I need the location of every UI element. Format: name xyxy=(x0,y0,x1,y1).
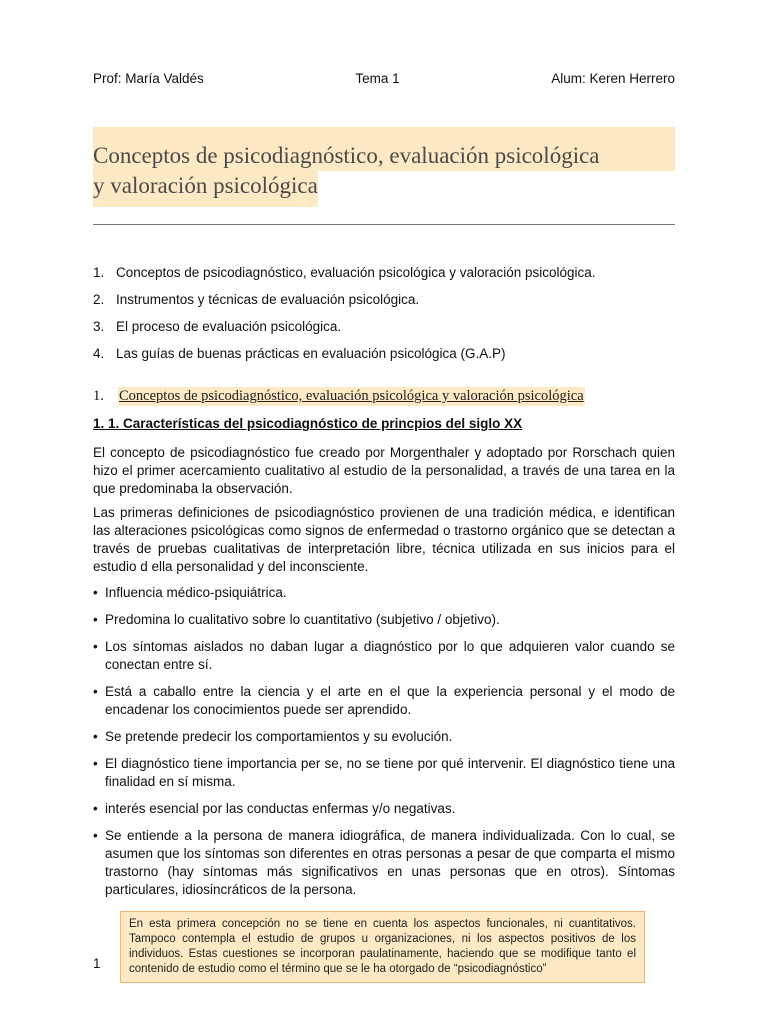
toc-item: 2. Instrumentos y técnicas de evaluación psicológica. xyxy=(93,292,420,307)
paragraph: El concepto de psicodiagnóstico fue creado por Morgenthaler y adoptado por Rorschach quien hizo el primer acercamiento cualitativo al estudio de la personalidad, a través de una tarea en la que predominaba la observación. xyxy=(93,445,675,496)
header-tema: Tema 1 xyxy=(355,71,400,86)
note-box: En esta primera concepción no se tiene en cuenta los aspectos funcionales, ni cuantitativos. Tampoco contempla el estudio de grupos u organizaciones, ni los aspectos positivos de los individuos. Estas cuestiones se incorporan paulatinamente, haciendo que se modifique tanto el contenido de estudio como el término que se le ha otorgado de “psicodiagnóstico” xyxy=(120,911,645,983)
list-item: • El diagnóstico tiene importancia per se, no se tiene por qué intervenir. El diagnóstico tiene una finalidad en sí misma. xyxy=(93,756,675,789)
page-number: 1 xyxy=(93,956,101,971)
document-title xyxy=(93,127,675,207)
list-item: • Se pretende predecir los comportamientos y su evolución. xyxy=(93,729,453,744)
table-of-contents xyxy=(93,259,675,367)
paragraph: Las primeras definiciones de psicodiagnóstico provienen de una tradición médica, e identifican las alteraciones psicológicas como signos de enfermedad o trastorno orgánico que se detectan a través de pruebas cualitativas de interpretación libre, técnica utilizada en sus inicios para el estudio d ella personalidad y del inconsciente. xyxy=(93,505,675,574)
bullet-icon: • xyxy=(93,684,98,699)
bullet-list xyxy=(93,584,675,908)
list-item: • Los síntomas aislados no daban lugar a diagnóstico por lo que adquieren valor cuando se conectan entre sí. xyxy=(93,639,675,672)
toc-item: 4. Las guías de buenas prácticas en evaluación psicológica (G.A.P) xyxy=(93,346,506,361)
list-item: • Está a caballo entre la ciencia y el arte en el que la experiencia personal y el modo de encadenar los conocimientos puede ser aprendido. xyxy=(93,684,675,717)
list-item: • Influencia médico-psiquiátrica. xyxy=(93,585,287,600)
bullet-icon: • xyxy=(93,585,98,600)
section-title: Conceptos de psicodiagnóstico, evaluación psicológica y valoración psicológica xyxy=(119,388,584,404)
toc-item: 3. El proceso de evaluación psicológica. xyxy=(93,319,342,334)
bullet-icon: • xyxy=(93,612,98,627)
header-alum: Alum: Keren Herrero xyxy=(551,71,675,86)
toc-item: 1. Conceptos de psicodiagnóstico, evaluación psicológica y valoración psicológica. xyxy=(93,265,596,280)
section-number: 1. xyxy=(93,388,104,404)
list-item: • interés esencial por las conductas enfermas y/o negativas. xyxy=(93,801,456,816)
title-line-1: Conceptos de psicodiagnóstico, evaluación psicológica xyxy=(93,127,675,171)
list-item: • Predomina lo cualitativo sobre lo cuantitativo (subjetivo / objetivo). xyxy=(93,612,500,627)
title-line-2: y valoración psicológica xyxy=(93,171,318,207)
title-divider xyxy=(93,224,675,225)
subsection-heading: 1. 1. Características del psicodiagnóstico de princpios del siglo XX xyxy=(93,416,523,431)
header-prof: Prof: María Valdés xyxy=(93,71,204,86)
page-header xyxy=(93,71,675,86)
section-heading xyxy=(93,387,675,406)
bullet-icon: • xyxy=(93,639,98,654)
bullet-icon: • xyxy=(93,828,98,843)
bullet-icon: • xyxy=(93,729,98,744)
list-item: • Se entiende a la persona de manera idiográfica, de manera individualizada. Con lo cual, se asumen que los síntomas son diferentes en otras personas a pesar de que comparta el mismo trastorno (hay síntomas más significativos en unas personas que en otros). Síntomas particulares, idiosincráticos de la persona. xyxy=(93,828,675,897)
bullet-icon: • xyxy=(93,801,98,816)
bullet-icon: • xyxy=(93,756,98,771)
